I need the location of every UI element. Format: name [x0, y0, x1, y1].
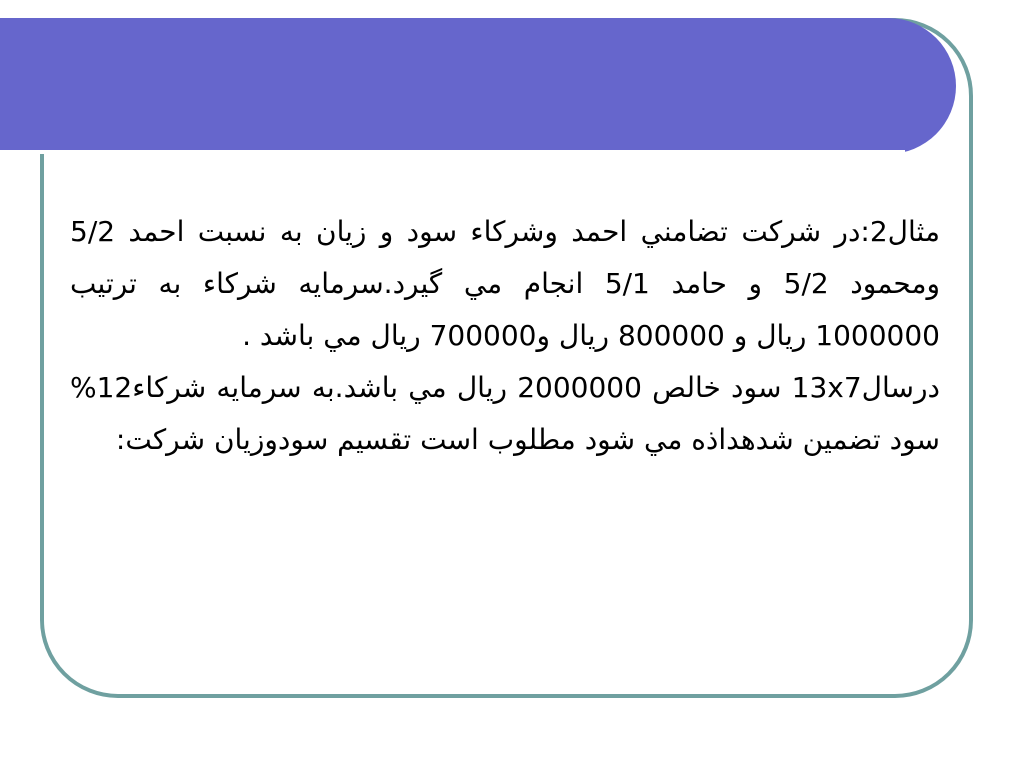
- header-band: [0, 18, 956, 154]
- body-paragraph-example: مثال2:در شركت تضامني احمد وشركاء سود و زيان به نسبت احمد 5/2 ومحمود 5/2 و حامد 5/1 انجام مي گيرد.سرمايه شركاء به ترتيب 1000000 ريال و 800000 ريال و700000 ريال مي باشد .: [70, 215, 940, 352]
- body-paragraph-question: درسال13x7 سود خالص 2000000 ريال مي باشد.به سرمايه شركاء12% سود تضمين شدهداذه مي شود مطلوب است تقسيم سودوزيان شركت:: [70, 371, 940, 456]
- slide-body: [70, 206, 940, 466]
- header-divider-line: [0, 150, 905, 154]
